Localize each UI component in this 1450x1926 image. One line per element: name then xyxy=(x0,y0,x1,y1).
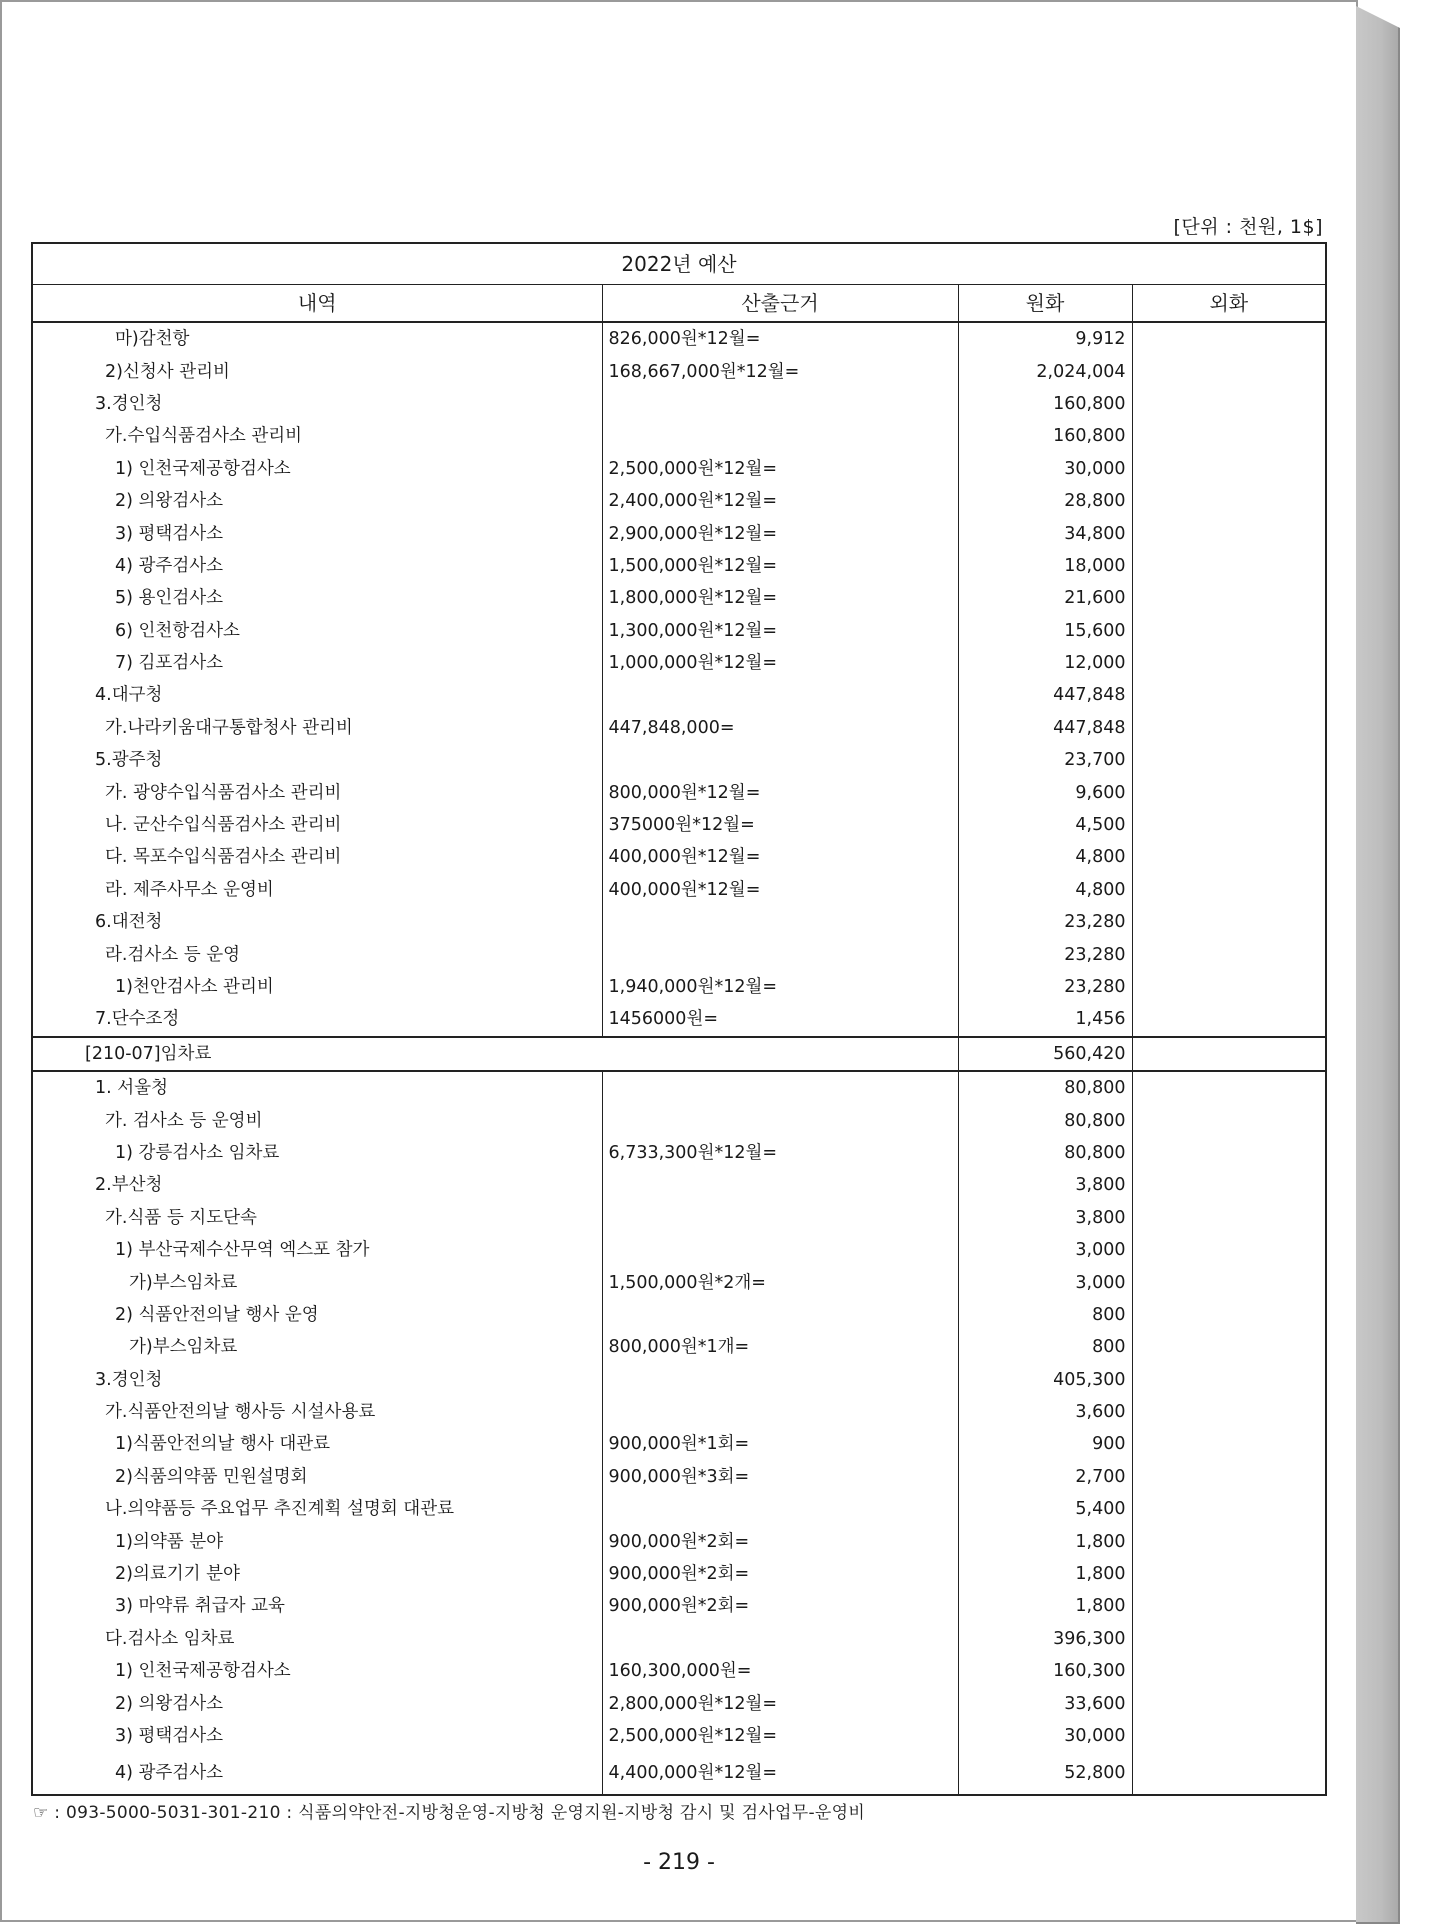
basis-cell xyxy=(602,1104,958,1136)
won-cell: 160,300 xyxy=(958,1655,1132,1687)
won-cell: 560,420 xyxy=(958,1037,1132,1071)
foreign-cell xyxy=(1132,1623,1326,1655)
table-row xyxy=(32,388,1326,420)
page-number: - 219 - xyxy=(643,1850,715,1875)
won-cell: 3,000 xyxy=(958,1266,1132,1298)
foreign-cell xyxy=(1132,1655,1326,1687)
item-cell: 2) 의왕검사소 xyxy=(32,485,602,517)
table-row xyxy=(32,1037,1326,1071)
won-cell: 447,848 xyxy=(958,679,1132,711)
item-cell: 5.광주청 xyxy=(32,744,602,776)
table-row xyxy=(32,322,1326,355)
table-row xyxy=(32,1169,1326,1201)
won-cell: 1,800 xyxy=(958,1558,1132,1590)
table-row xyxy=(32,1655,1326,1687)
table-row xyxy=(32,1525,1326,1557)
basis-cell: 900,000원*3회= xyxy=(602,1461,958,1493)
item-cell: 1)천안검사소 관리비 xyxy=(32,971,602,1003)
foreign-cell xyxy=(1132,679,1326,711)
table-row xyxy=(32,1202,1326,1234)
foreign-cell xyxy=(1132,971,1326,1003)
table-row xyxy=(32,1558,1326,1590)
foreign-cell xyxy=(1132,355,1326,387)
won-cell: 1,456 xyxy=(958,1003,1132,1036)
table-row xyxy=(32,1493,1326,1525)
table-row xyxy=(32,1687,1326,1719)
basis-cell: 2,400,000원*12월= xyxy=(602,485,958,517)
basis-cell: 2,500,000원*12월= xyxy=(602,453,958,485)
item-cell: 나.의약품등 주요업무 추진계획 설명회 대관료 xyxy=(32,1493,602,1525)
item-cell: 가.식품안전의날 행사등 시설사용료 xyxy=(32,1396,602,1428)
foreign-cell xyxy=(1132,712,1326,744)
item-cell: 4.대구청 xyxy=(32,679,602,711)
item-cell: 1) 인천국제공항검사소 xyxy=(32,1655,602,1687)
won-cell: 33,600 xyxy=(958,1687,1132,1719)
table-row xyxy=(32,712,1326,744)
item-cell: 2) 의왕검사소 xyxy=(32,1687,602,1719)
won-cell: 396,300 xyxy=(958,1623,1132,1655)
won-cell: 1,800 xyxy=(958,1590,1132,1622)
budget-table xyxy=(31,242,1327,1796)
foreign-cell xyxy=(1132,1299,1326,1331)
item-cell: 5) 용인검사소 xyxy=(32,582,602,614)
won-cell: 3,000 xyxy=(958,1234,1132,1266)
item-cell: 나. 군산수입식품검사소 관리비 xyxy=(32,809,602,841)
basis-cell: 900,000원*2회= xyxy=(602,1558,958,1590)
table-row xyxy=(32,1623,1326,1655)
won-cell: 80,800 xyxy=(958,1071,1132,1104)
table-body xyxy=(32,322,1326,1795)
won-cell: 1,800 xyxy=(958,1525,1132,1557)
basis-cell: 1,500,000원*2개= xyxy=(602,1266,958,1298)
foreign-cell xyxy=(1132,874,1326,906)
foreign-cell xyxy=(1132,1428,1326,1460)
won-cell: 405,300 xyxy=(958,1364,1132,1396)
item-cell: 가.나라키움대구통합청사 관리비 xyxy=(32,712,602,744)
basis-cell: 400,000원*12월= xyxy=(602,874,958,906)
table-row xyxy=(32,1461,1326,1493)
won-cell: 28,800 xyxy=(958,485,1132,517)
basis-cell: 800,000원*1개= xyxy=(602,1331,958,1363)
won-cell: 21,600 xyxy=(958,582,1132,614)
won-cell: 23,280 xyxy=(958,938,1132,970)
item-cell: 라. 제주사무소 운영비 xyxy=(32,874,602,906)
foreign-cell xyxy=(1132,322,1326,355)
foreign-cell xyxy=(1132,1037,1326,1071)
basis-cell: 900,000원*2회= xyxy=(602,1590,958,1622)
basis-cell: 2,900,000원*12월= xyxy=(602,517,958,549)
item-cell: 다.검사소 임차료 xyxy=(32,1623,602,1655)
foreign-cell xyxy=(1132,1364,1326,1396)
basis-cell: 900,000원*2회= xyxy=(602,1525,958,1557)
foreign-cell xyxy=(1132,517,1326,549)
column-header-item: 내역 xyxy=(32,285,602,323)
item-cell: 6) 인천항검사소 xyxy=(32,615,602,647)
foreign-cell xyxy=(1132,1396,1326,1428)
basis-cell: 1,800,000원*12월= xyxy=(602,582,958,614)
basis-cell: 800,000원*12월= xyxy=(602,776,958,808)
table-row xyxy=(32,938,1326,970)
basis-cell: 4,400,000원*12월= xyxy=(602,1752,958,1795)
foreign-cell xyxy=(1132,1752,1326,1795)
won-cell: 80,800 xyxy=(958,1104,1132,1136)
table-row xyxy=(32,841,1326,873)
item-cell: 가. 광양수입식품검사소 관리비 xyxy=(32,776,602,808)
won-cell: 4,800 xyxy=(958,874,1132,906)
table-row xyxy=(32,1331,1326,1363)
footnote: ☞ : 093-5000-5031-301-210 : 식품의약안전-지방청운영-지방청 운영지원-지방청 감시 및 검사업무-운영비 xyxy=(33,1803,866,1823)
won-cell: 23,280 xyxy=(958,971,1132,1003)
foreign-cell xyxy=(1132,647,1326,679)
won-cell: 3,800 xyxy=(958,1202,1132,1234)
foreign-cell xyxy=(1132,1331,1326,1363)
item-cell: 7.단수조정 xyxy=(32,1003,602,1036)
basis-cell: 826,000원*12월= xyxy=(602,322,958,355)
unit-label: [단위 : 천원, 1$] xyxy=(1173,216,1323,238)
won-cell: 15,600 xyxy=(958,615,1132,647)
item-cell: 3) 마약류 취급자 교육 xyxy=(32,1590,602,1622)
foreign-cell xyxy=(1132,388,1326,420)
foreign-cell xyxy=(1132,1137,1326,1169)
won-cell: 30,000 xyxy=(958,1720,1132,1752)
foreign-cell xyxy=(1132,1234,1326,1266)
foreign-cell xyxy=(1132,582,1326,614)
won-cell: 23,700 xyxy=(958,744,1132,776)
item-cell: 1) 강릉검사소 임차료 xyxy=(32,1137,602,1169)
basis-cell xyxy=(602,1364,958,1396)
foreign-cell xyxy=(1132,485,1326,517)
basis-cell xyxy=(602,1071,958,1104)
item-cell: 1) 인천국제공항검사소 xyxy=(32,453,602,485)
basis-cell xyxy=(602,1202,958,1234)
foreign-cell xyxy=(1132,550,1326,582)
item-cell: 라.검사소 등 운영 xyxy=(32,938,602,970)
table-row xyxy=(32,776,1326,808)
basis-cell: 1,940,000원*12월= xyxy=(602,971,958,1003)
basis-cell: 1,000,000원*12월= xyxy=(602,647,958,679)
table-row xyxy=(32,874,1326,906)
foreign-cell xyxy=(1132,744,1326,776)
foreign-cell xyxy=(1132,420,1326,452)
basis-cell xyxy=(602,938,958,970)
table-row xyxy=(32,485,1326,517)
item-cell: 가)부스임차료 xyxy=(32,1331,602,1363)
basis-cell xyxy=(602,1169,958,1201)
foreign-cell xyxy=(1132,841,1326,873)
table-row xyxy=(32,1720,1326,1752)
won-cell: 160,800 xyxy=(958,420,1132,452)
foreign-cell xyxy=(1132,938,1326,970)
foreign-cell xyxy=(1132,1071,1326,1104)
won-cell: 52,800 xyxy=(958,1752,1132,1795)
item-cell: 1) 부산국제수산무역 엑스포 참가 xyxy=(32,1234,602,1266)
won-cell: 2,024,004 xyxy=(958,355,1132,387)
won-cell: 800 xyxy=(958,1299,1132,1331)
basis-cell: 400,000원*12월= xyxy=(602,841,958,873)
item-cell: 2)의료기기 분야 xyxy=(32,1558,602,1590)
item-cell: 2)식품의약품 민원설명회 xyxy=(32,1461,602,1493)
item-cell: 7) 김포검사소 xyxy=(32,647,602,679)
foreign-cell xyxy=(1132,1003,1326,1036)
item-cell: 2) 식품안전의날 행사 운영 xyxy=(32,1299,602,1331)
basis-cell: 168,667,000원*12월= xyxy=(602,355,958,387)
foreign-cell xyxy=(1132,1169,1326,1201)
item-cell: 가. 검사소 등 운영비 xyxy=(32,1104,602,1136)
won-cell: 34,800 xyxy=(958,517,1132,549)
item-cell: 3) 평택검사소 xyxy=(32,1720,602,1752)
foreign-cell xyxy=(1132,1493,1326,1525)
item-cell: 4) 광주검사소 xyxy=(32,1752,602,1795)
basis-cell xyxy=(602,1234,958,1266)
basis-cell xyxy=(602,906,958,938)
item-cell: 가.수입식품검사소 관리비 xyxy=(32,420,602,452)
table-row xyxy=(32,906,1326,938)
won-cell: 18,000 xyxy=(958,550,1132,582)
item-cell: 4) 광주검사소 xyxy=(32,550,602,582)
item-cell: [210-07]임차료 xyxy=(32,1037,958,1071)
table-row xyxy=(32,1137,1326,1169)
basis-cell: 1,300,000원*12월= xyxy=(602,615,958,647)
table-row xyxy=(32,1071,1326,1104)
table-row xyxy=(32,1396,1326,1428)
item-cell: 3.경인청 xyxy=(32,1364,602,1396)
table-row xyxy=(32,1752,1326,1795)
table-row xyxy=(32,1104,1326,1136)
won-cell: 3,600 xyxy=(958,1396,1132,1428)
item-cell: 1. 서울청 xyxy=(32,1071,602,1104)
won-cell: 9,912 xyxy=(958,322,1132,355)
table-row xyxy=(32,679,1326,711)
table-row xyxy=(32,615,1326,647)
won-cell: 160,800 xyxy=(958,388,1132,420)
table-row xyxy=(32,1299,1326,1331)
basis-cell xyxy=(602,1623,958,1655)
basis-cell xyxy=(602,1493,958,1525)
page-edge-shadow xyxy=(1356,6,1400,1924)
table-row xyxy=(32,1364,1326,1396)
column-header-basis: 산출근거 xyxy=(602,285,958,323)
table-row xyxy=(32,971,1326,1003)
table-row xyxy=(32,582,1326,614)
foreign-cell xyxy=(1132,1461,1326,1493)
table-row xyxy=(32,647,1326,679)
basis-cell xyxy=(602,420,958,452)
basis-cell: 375000원*12월= xyxy=(602,809,958,841)
basis-cell: 1,500,000원*12월= xyxy=(602,550,958,582)
table-row xyxy=(32,355,1326,387)
foreign-cell xyxy=(1132,776,1326,808)
foreign-cell xyxy=(1132,1104,1326,1136)
basis-cell: 160,300,000원= xyxy=(602,1655,958,1687)
item-cell: 다. 목포수입식품검사소 관리비 xyxy=(32,841,602,873)
basis-cell xyxy=(602,1396,958,1428)
basis-cell: 2,800,000원*12월= xyxy=(602,1687,958,1719)
won-cell: 9,600 xyxy=(958,776,1132,808)
table-row xyxy=(32,809,1326,841)
item-cell: 3) 평택검사소 xyxy=(32,517,602,549)
item-cell: 가)부스임차료 xyxy=(32,1266,602,1298)
foreign-cell xyxy=(1132,906,1326,938)
foreign-cell xyxy=(1132,1590,1326,1622)
table-row xyxy=(32,744,1326,776)
basis-cell xyxy=(602,1299,958,1331)
basis-cell: 2,500,000원*12월= xyxy=(602,1720,958,1752)
item-cell: 가.식품 등 지도단속 xyxy=(32,1202,602,1234)
table-title: 2022년 예산 xyxy=(32,243,1326,285)
item-cell: 3.경인청 xyxy=(32,388,602,420)
item-cell: 1)식품안전의날 행사 대관료 xyxy=(32,1428,602,1460)
item-cell: 마)감천항 xyxy=(32,322,602,355)
table-row xyxy=(32,1266,1326,1298)
item-cell: 2.부산청 xyxy=(32,1169,602,1201)
won-cell: 30,000 xyxy=(958,453,1132,485)
foreign-cell xyxy=(1132,1687,1326,1719)
won-cell: 800 xyxy=(958,1331,1132,1363)
table-row xyxy=(32,1428,1326,1460)
foreign-cell xyxy=(1132,453,1326,485)
table-row xyxy=(32,550,1326,582)
column-header-foreign: 외화 xyxy=(1132,285,1326,323)
won-cell: 4,800 xyxy=(958,841,1132,873)
basis-cell xyxy=(602,744,958,776)
foreign-cell xyxy=(1132,1202,1326,1234)
basis-cell: 900,000원*1회= xyxy=(602,1428,958,1460)
basis-cell xyxy=(602,679,958,711)
item-cell: 6.대전청 xyxy=(32,906,602,938)
basis-cell xyxy=(602,388,958,420)
won-cell: 5,400 xyxy=(958,1493,1132,1525)
item-cell: 1)의약품 분야 xyxy=(32,1525,602,1557)
basis-cell: 447,848,000= xyxy=(602,712,958,744)
foreign-cell xyxy=(1132,615,1326,647)
foreign-cell xyxy=(1132,809,1326,841)
won-cell: 12,000 xyxy=(958,647,1132,679)
won-cell: 80,800 xyxy=(958,1137,1132,1169)
item-cell: 2)신청사 관리비 xyxy=(32,355,602,387)
table-row xyxy=(32,1003,1326,1036)
won-cell: 4,500 xyxy=(958,809,1132,841)
foreign-cell xyxy=(1132,1720,1326,1752)
basis-cell: 1456000원= xyxy=(602,1003,958,1036)
foreign-cell xyxy=(1132,1558,1326,1590)
table-row xyxy=(32,420,1326,452)
won-cell: 900 xyxy=(958,1428,1132,1460)
column-header-won: 원화 xyxy=(958,285,1132,323)
foreign-cell xyxy=(1132,1266,1326,1298)
won-cell: 447,848 xyxy=(958,712,1132,744)
table-row xyxy=(32,453,1326,485)
table-row xyxy=(32,1234,1326,1266)
basis-cell: 6,733,300원*12월= xyxy=(602,1137,958,1169)
table-row xyxy=(32,517,1326,549)
table-row xyxy=(32,1590,1326,1622)
foreign-cell xyxy=(1132,1525,1326,1557)
won-cell: 23,280 xyxy=(958,906,1132,938)
won-cell: 3,800 xyxy=(958,1169,1132,1201)
won-cell: 2,700 xyxy=(958,1461,1132,1493)
